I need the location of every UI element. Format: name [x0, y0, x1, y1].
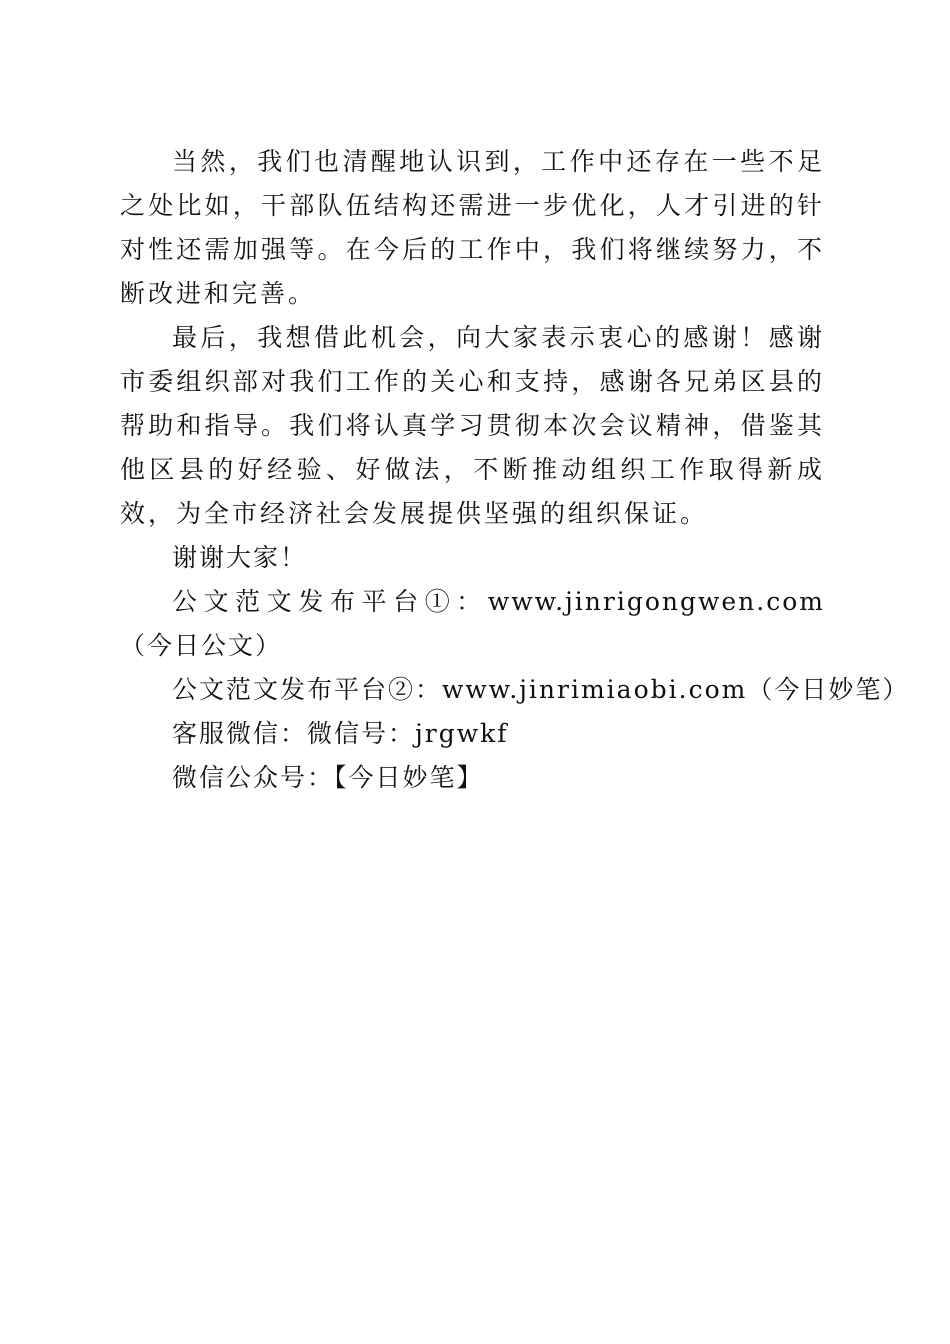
wechat-account-line: 微信公众号：【今日妙笔】	[172, 763, 484, 792]
paragraph-thanks: 最后，我想借此机会，向大家表示衷心的感谢！感谢市委组织部对我们工作的关心和支持，感谢各兄弟区县的帮助和指导。我们将认真学习贯彻本次会议精神，借鉴其他区县的好经验、好做法，不断推动组织工作取得新成效，为全市经济社会发展提供坚强的组织保证。	[120, 323, 825, 528]
closing-line: 谢谢大家！	[172, 543, 308, 572]
platform-1-line: 公文范文发布平台①：www.jinrigongwen.com（今日公文）	[120, 587, 825, 660]
customer-service-line: 客服微信：微信号：jrgwkf	[172, 719, 509, 748]
document-body	[120, 140, 910, 800]
platform-2-line: 公文范文发布平台②：www.jinrimiaobi.com（今日妙笔）	[172, 675, 910, 704]
paragraph-shortcomings: 当然，我们也清醒地认识到，工作中还存在一些不足之处比如，干部队伍结构还需进一步优化，人才引进的针对性还需加强等。在今后的工作中，我们将继续努力，不断改进和完善。	[120, 147, 825, 308]
